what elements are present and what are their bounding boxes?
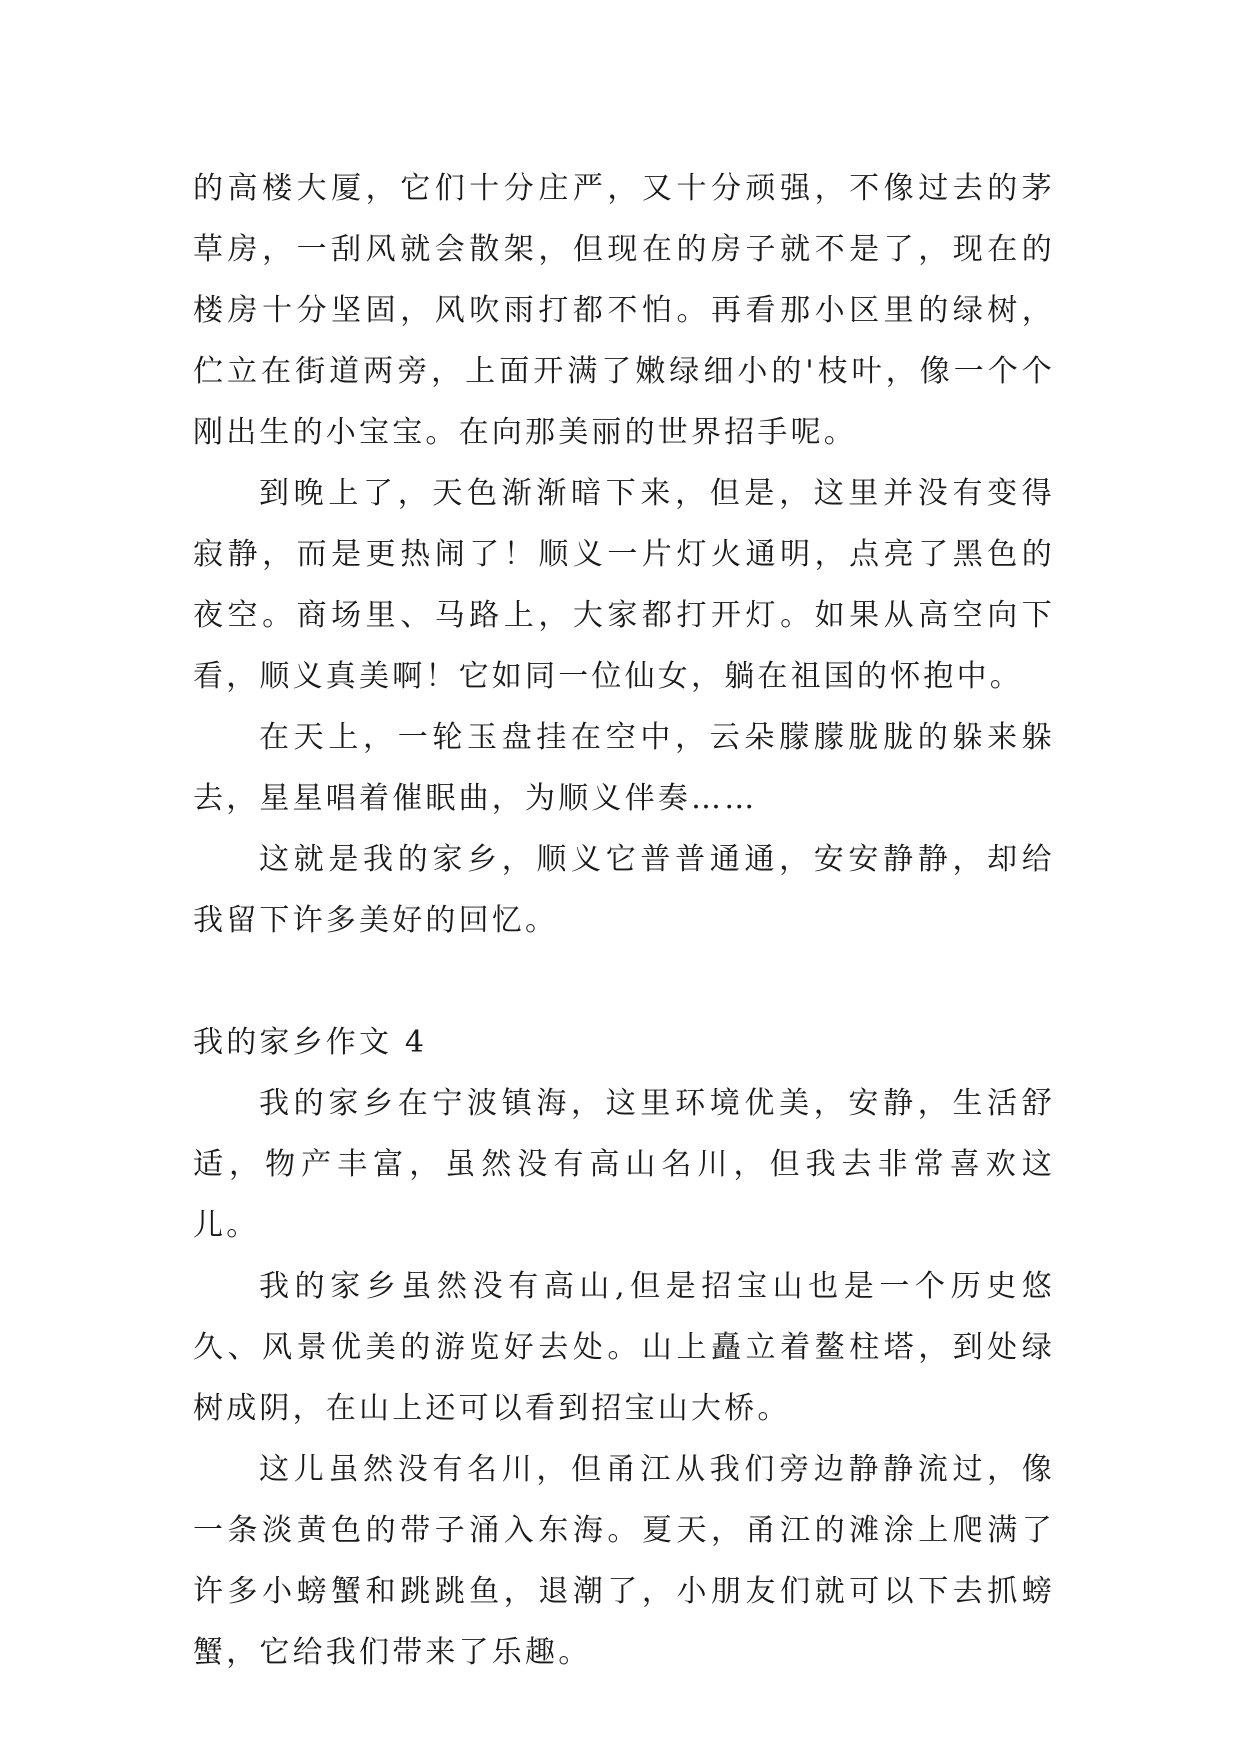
document-page: [193, 158, 1055, 1683]
paragraph-intro: 我的家乡在宁波镇海，这里环境优美，安静，生活舒适，物产丰富，虽然没有高山名川，但我去非常喜欢这儿。: [193, 1086, 1055, 1243]
paragraph-evening: 到晚上了，天色渐渐暗下来，但是，这里并没有变得寂静，而是更热闹了！顺义一片灯火通明，点亮了黑色的夜空。商场里、马路上，大家都打开灯。如果从高空向下看，顺义真美啊！它如同一位仙女，躺在祖国的怀抱中。: [193, 476, 1055, 694]
paragraph-continued: 的高楼大厦，它们十分庄严，又十分顽强，不像过去的茅草房，一刮风就会散架，但现在的房子就不是了，现在的楼房十分坚固，风吹雨打都不怕。再看那小区里的绿树，伫立在街道两旁，上面开满了嫩绿细小的'枝叶，像一个个刚出生的小宝宝。在向那美丽的世界招手呢。: [193, 171, 1055, 450]
section-title: 我的家乡作文 4: [193, 1025, 428, 1060]
paragraph-mountain: 我的家乡虽然没有高山,但是招宝山也是一个历史悠久、风景优美的游览好去处。山上矗立着鳌柱塔，到处绿树成阴，在山上还可以看到招宝山大桥。: [193, 1269, 1055, 1426]
paragraph-sky: 在天上，一轮玉盘挂在空中，云朵朦朦胧胧的躲来躲去，星星唱着催眠曲，为顺义伴奏……: [193, 720, 1055, 816]
paragraph-river: 这儿虽然没有名川，但甬江从我们旁边静静流过，像一条淡黄色的带子涌入东海。夏天，甬江的滩涂上爬满了许多小螃蟹和跳跳鱼，退潮了，小朋友们就可以下去抓螃蟹，它给我们带来了乐趣。: [193, 1452, 1055, 1670]
section-spacer: [193, 951, 1055, 1012]
paragraph-conclusion: 这就是我的家乡，顺义它普普通通，安安静静，却给我留下许多美好的回忆。: [193, 842, 1055, 938]
